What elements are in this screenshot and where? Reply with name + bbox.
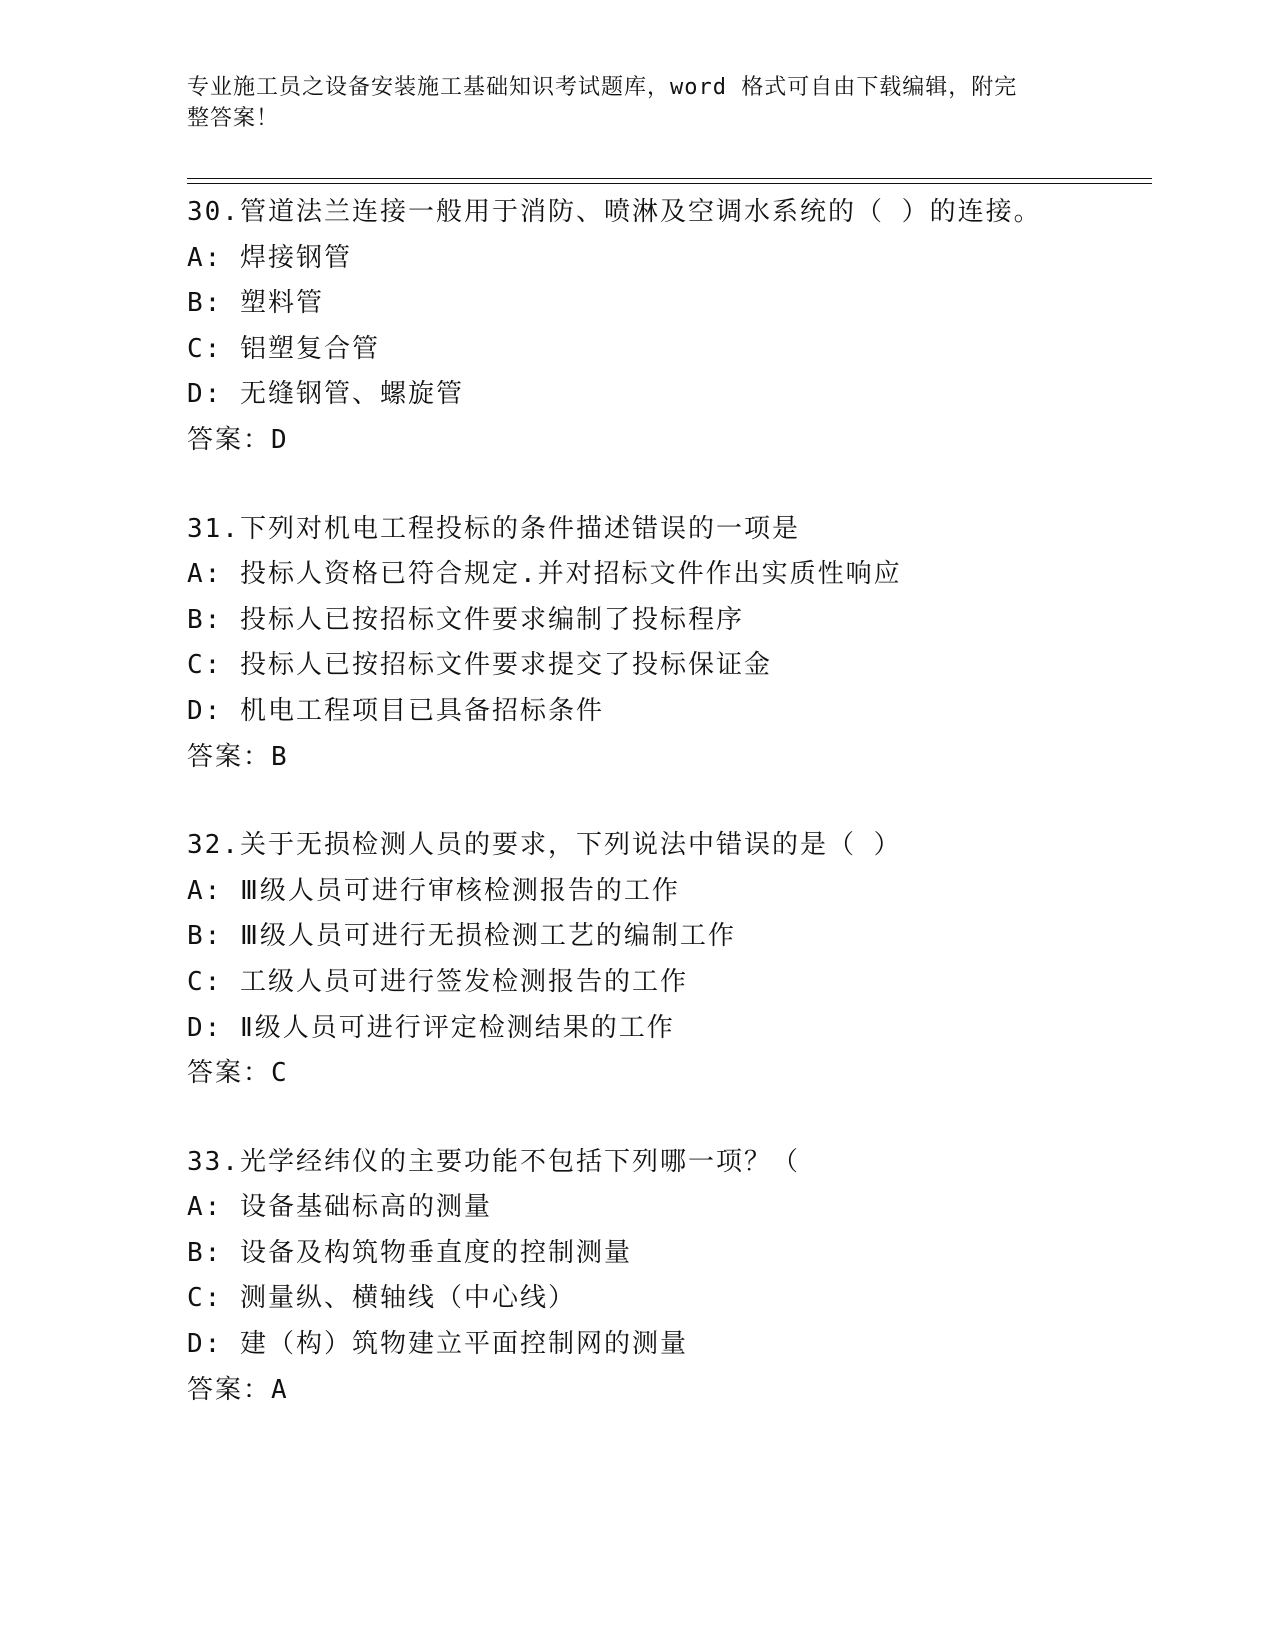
answer-value: A xyxy=(271,1374,287,1405)
option-a: A: 设备基础标高的测量 xyxy=(187,1192,492,1223)
question-stem: 30.管道法兰连接一般用于消防、喷淋及空调水系统的（ ）的连接。 xyxy=(187,197,1042,227)
question-stem: 33.光学经纬仪的主要功能不包括下列哪一项？（ xyxy=(187,1146,800,1177)
header-divider-top xyxy=(187,178,1152,179)
option-b: B: 塑料管 xyxy=(187,288,324,319)
question-31 xyxy=(187,507,1152,781)
question-stem: 32.关于无损检测人员的要求，下列说法中错误的是（ ） xyxy=(187,830,902,861)
option-c: C: 铝塑复合管 xyxy=(187,333,380,364)
option-a: A: 焊接钢管 xyxy=(187,242,352,273)
header-description-line-2: 整答案！ xyxy=(187,106,280,131)
option-b: B: 设备及构筑物垂直度的控制测量 xyxy=(187,1237,632,1268)
answer-line xyxy=(187,735,1152,781)
document-header xyxy=(187,72,1067,134)
question-list xyxy=(187,190,1152,1413)
option-d: D: 机电工程项目已具备招标条件 xyxy=(187,695,604,726)
answer-value: B xyxy=(271,741,287,772)
answer-label: 答案： xyxy=(187,1058,272,1089)
question-stem: 31.下列对机电工程投标的条件描述错误的一项是 xyxy=(187,513,800,544)
question-32 xyxy=(187,823,1152,1097)
answer-label: 答案： xyxy=(187,1374,272,1405)
answer-line xyxy=(187,1368,1152,1414)
option-c: C: 投标人已按招标文件要求提交了投标保证金 xyxy=(187,650,772,681)
answer-line xyxy=(187,418,1152,464)
answer-value: D xyxy=(271,424,287,455)
option-b: B: 投标人已按招标文件要求编制了投标程序 xyxy=(187,604,744,635)
answer-line xyxy=(187,1051,1152,1097)
answer-label: 答案： xyxy=(187,424,272,455)
option-d: D: 无缝钢管、螺旋管 xyxy=(187,379,464,410)
header-divider-bottom xyxy=(187,183,1152,184)
question-30 xyxy=(187,190,1152,464)
option-a: A: 投标人资格已符合规定.并对招标文件作出实质性响应 xyxy=(187,559,902,590)
answer-value: C xyxy=(271,1058,287,1089)
answer-label: 答案： xyxy=(187,741,272,772)
question-33 xyxy=(187,1140,1152,1414)
option-a: A: Ⅲ级人员可进行审核检测报告的工作 xyxy=(187,875,680,906)
option-d: D: Ⅱ级人员可进行评定检测结果的工作 xyxy=(187,1012,675,1043)
option-b: B: Ⅲ级人员可进行无损检测工艺的编制工作 xyxy=(187,921,736,952)
header-description-line-1: 专业施工员之设备安装施工基础知识考试题库，word 格式可自由下载编辑，附完 xyxy=(187,75,1018,100)
option-d: D: 建（构）筑物建立平面控制网的测量 xyxy=(187,1329,688,1360)
option-c: C: 工级人员可进行签发检测报告的工作 xyxy=(187,966,688,997)
option-c: C: 测量纵、横轴线（中心线） xyxy=(187,1283,576,1314)
